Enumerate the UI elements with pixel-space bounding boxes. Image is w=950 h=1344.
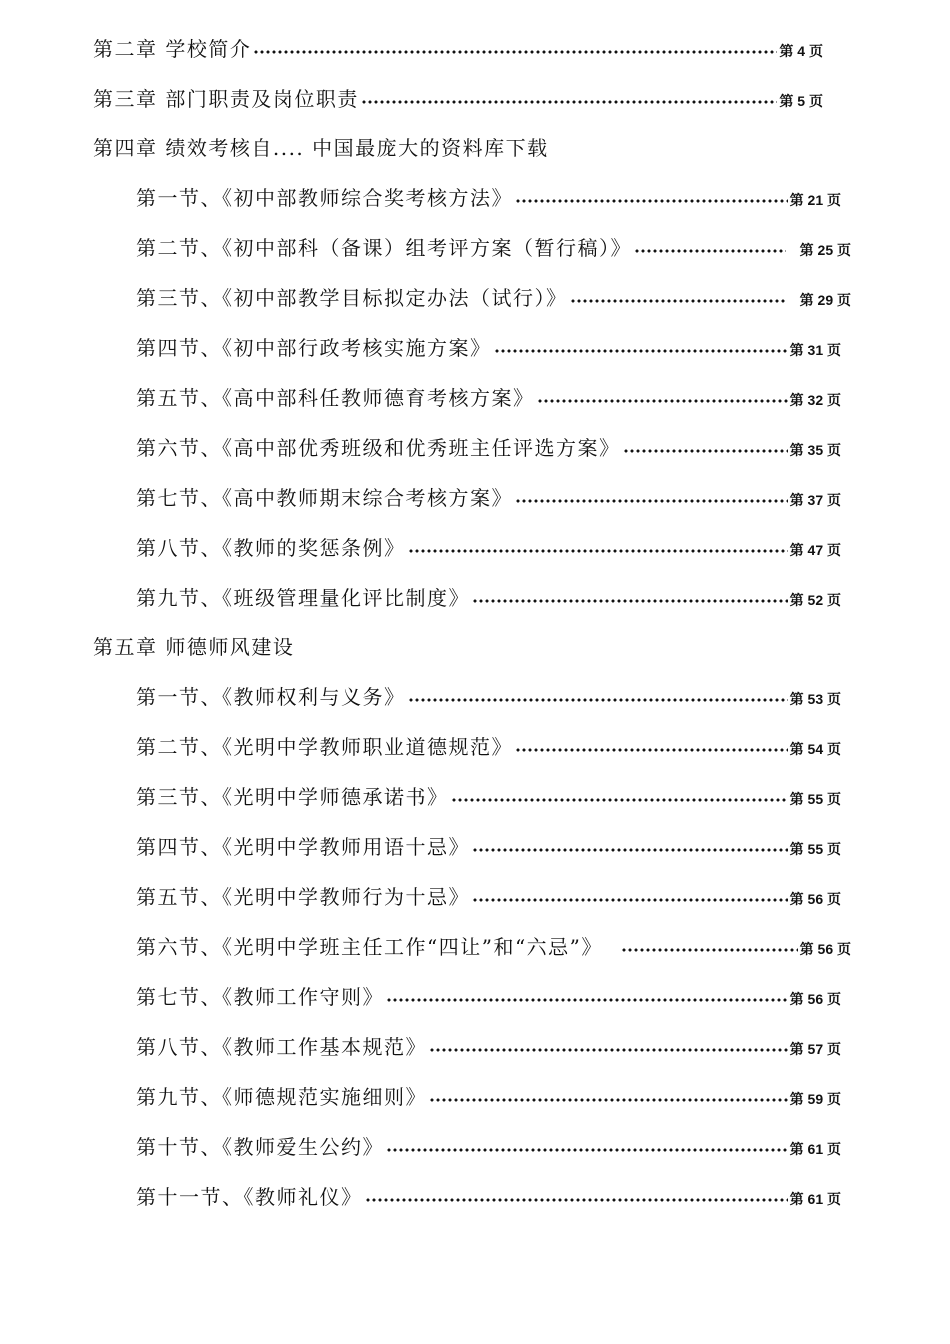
toc-section-5-10[interactable] <box>136 1132 841 1162</box>
toc-entry-page: 第 55 页 <box>789 841 841 857</box>
toc-entry-title: 第九节、《师德规范实施细则》 <box>136 1085 427 1109</box>
toc-entry-title: 第五节、《光明中学教师行为十忌》 <box>136 885 470 909</box>
toc-leader-dots <box>623 433 788 463</box>
toc-section-5-5[interactable] <box>136 882 841 912</box>
toc-section-5-2[interactable] <box>136 732 841 762</box>
toc-entry-page: 第 35 页 <box>789 442 841 458</box>
toc-entry-title: 第三节、《初中部教学目标拟定办法（试行）》 <box>136 286 568 310</box>
toc-entry-title: 第二节、《光明中学教师职业道德规范》 <box>136 735 513 759</box>
toc-entry-page: 第 5 页 <box>779 93 823 109</box>
toc-leader-dots <box>386 982 788 1012</box>
toc-leader-dots <box>408 682 788 712</box>
toc-entry-title: 第四节、《光明中学教师用语十忌》 <box>136 835 470 859</box>
toc-entry-page: 第 56 页 <box>789 891 841 907</box>
toc-leader-dots <box>451 782 788 812</box>
toc-leader-dots <box>515 732 788 762</box>
toc-entry-page: 第 61 页 <box>789 1191 841 1207</box>
toc-leader-dots <box>365 1182 788 1212</box>
toc-entry-page: 第 37 页 <box>789 492 841 508</box>
toc-leader-dots <box>621 932 798 962</box>
toc-entry-page: 第 54 页 <box>789 741 841 757</box>
toc-leader-dots <box>494 333 788 363</box>
toc-entry-page: 第 47 页 <box>789 542 841 558</box>
toc-entry-page: 第 4 页 <box>779 43 823 59</box>
toc-entry-title: 第一节、《教师权利与义务》 <box>136 685 406 709</box>
toc-section-5-9[interactable] <box>136 1082 841 1112</box>
toc-section-5-1[interactable] <box>136 682 841 712</box>
toc-leader-dots <box>429 1032 788 1062</box>
toc-entry-title: 第三节、《光明中学师德承诺书》 <box>136 785 449 809</box>
toc-entry-page: 第 53 页 <box>789 691 841 707</box>
toc-section-5-3[interactable] <box>136 782 841 812</box>
toc-entry-page: 第 61 页 <box>789 1141 841 1157</box>
toc-entry-page: 第 57 页 <box>789 1041 841 1057</box>
toc-section-5-4[interactable] <box>136 832 841 862</box>
toc-entry-page: 第 52 页 <box>789 592 841 608</box>
toc-leader-dots <box>472 882 788 912</box>
toc-entry-page: 第 32 页 <box>789 392 841 408</box>
toc-chapter-5-heading[interactable]: 第五章 师德师风建设 <box>93 635 295 659</box>
toc-entry-title: 第十节、《教师爱生公约》 <box>136 1135 384 1159</box>
toc-leader-dots <box>515 183 788 213</box>
toc-leader-dots <box>253 34 777 64</box>
toc-entry-page: 第 55 页 <box>789 791 841 807</box>
toc-leader-dots <box>408 533 788 563</box>
toc-leader-dots <box>515 483 788 513</box>
toc-section-4-1[interactable] <box>136 183 841 213</box>
toc-chapter-4-heading[interactable]: 第四章 绩效考核自.... 中国最庞大的资料库下载 <box>93 136 549 160</box>
toc-leader-dots <box>386 1132 788 1162</box>
toc-entry-chapter-2[interactable] <box>93 34 823 64</box>
toc-entry-title: 第五节、《高中部科任教师德育考核方案》 <box>136 386 535 410</box>
toc-entry-title: 第二章 学校简介 <box>93 37 252 61</box>
toc-entry-page: 第 31 页 <box>789 342 841 358</box>
toc-entry-title: 第十一节、《教师礼仪》 <box>136 1185 363 1209</box>
toc-leader-dots <box>361 84 778 114</box>
toc-section-4-4[interactable] <box>136 333 841 363</box>
toc-entry-chapter-3[interactable] <box>93 84 823 114</box>
toc-entry-title: 第七节、《高中教师期末综合考核方案》 <box>136 486 513 510</box>
toc-entry-title: 第三章 部门职责及岗位职责 <box>93 87 359 111</box>
toc-entry-title: 第四节、《初中部行政考核实施方案》 <box>136 336 492 360</box>
toc-leader-dots <box>429 1082 788 1112</box>
toc-entry-title: 第六节、《高中部优秀班级和优秀班主任评选方案》 <box>136 436 621 460</box>
toc-entry-title: 第八节、《教师工作基本规范》 <box>136 1035 427 1059</box>
toc-entry-page: 第 56 页 <box>789 991 841 1007</box>
toc-leader-dots <box>570 283 786 313</box>
toc-section-4-6[interactable] <box>136 433 841 463</box>
toc-section-4-8[interactable] <box>136 533 841 563</box>
toc-section-5-11[interactable] <box>136 1182 841 1212</box>
toc-section-4-9[interactable] <box>136 583 841 613</box>
toc-entry-title: 第一节、《初中部教师综合奖考核方法》 <box>136 186 513 210</box>
toc-leader-dots <box>472 832 788 862</box>
toc-entry-title: 第七节、《教师工作守则》 <box>136 985 384 1009</box>
toc-entry-page: 第 59 页 <box>789 1091 841 1107</box>
toc-leader-dots <box>537 383 788 413</box>
toc-entry-title: 第九节、《班级管理量化评比制度》 <box>136 586 470 610</box>
toc-leader-dots <box>472 583 788 613</box>
toc-entry-page: 第 29 页 <box>799 292 851 308</box>
toc-section-4-3[interactable] <box>136 283 851 313</box>
toc-section-5-8[interactable] <box>136 1032 841 1062</box>
toc-section-5-6[interactable] <box>136 932 851 962</box>
toc-entry-title: 第八节、《教师的奖惩条例》 <box>136 536 406 560</box>
toc-section-4-5[interactable] <box>136 383 841 413</box>
toc-section-4-2[interactable] <box>136 233 851 263</box>
toc-section-4-7[interactable] <box>136 483 841 513</box>
toc-entry-page: 第 21 页 <box>789 192 841 208</box>
toc-section-5-7[interactable] <box>136 982 841 1012</box>
toc-leader-dots <box>634 233 786 263</box>
toc-entry-page: 第 25 页 <box>799 242 851 258</box>
toc-entry-title: 第二节、《初中部科（备课）组考评方案（暂行稿）》 <box>136 236 632 260</box>
toc-entry-page: 第 56 页 <box>799 941 851 957</box>
toc-entry-title: 第六节、《光明中学班主任工作“四让”和“六忌”》 <box>136 935 603 959</box>
